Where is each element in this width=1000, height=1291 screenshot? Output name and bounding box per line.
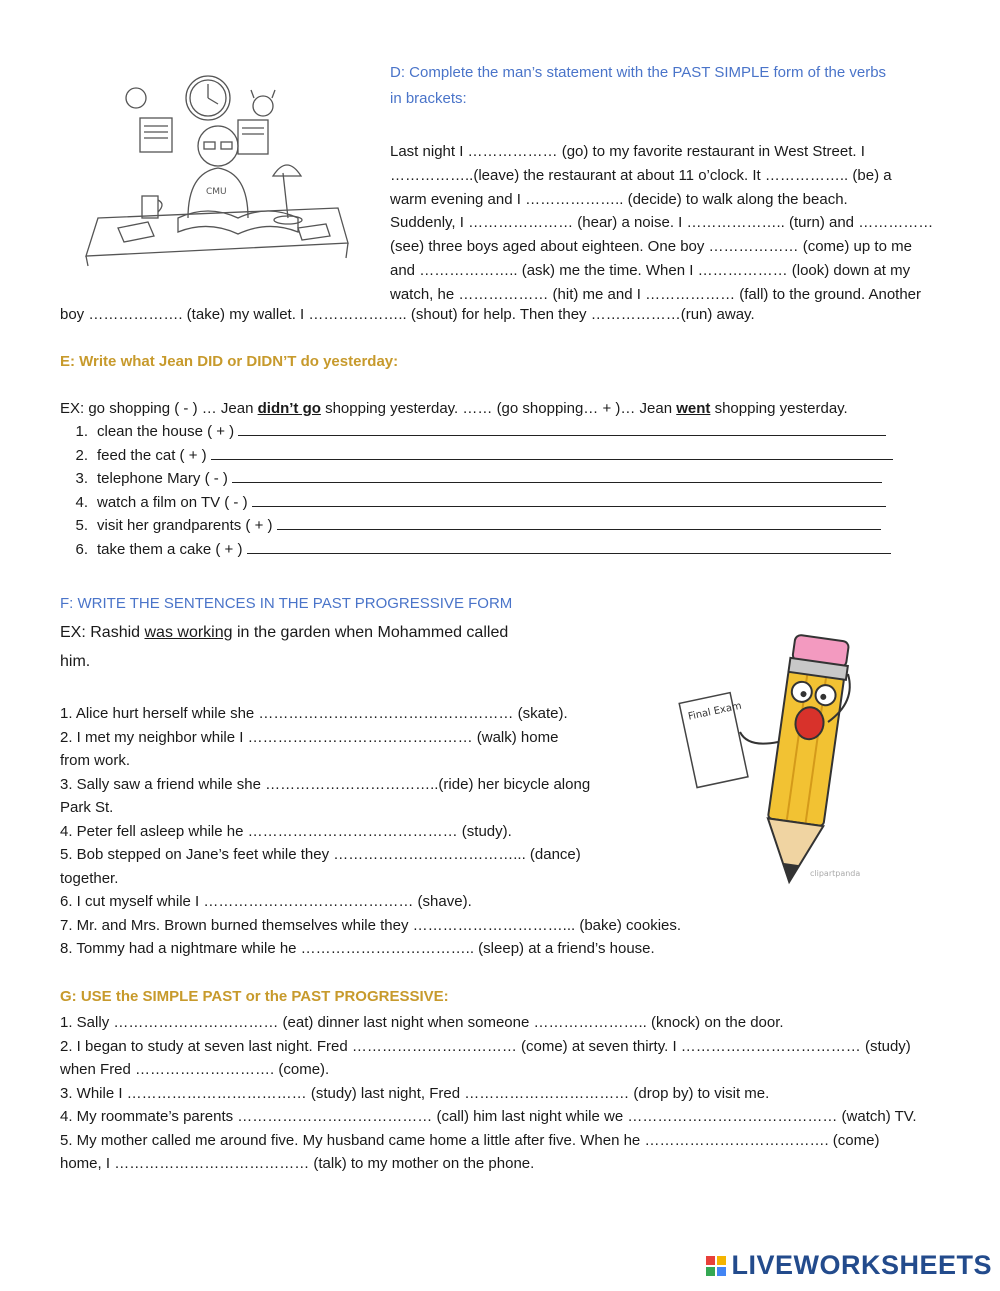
list-item: 7. Mr. and Mrs. Brown burned themselves while they …………………………... (bake) cookies. — [60, 916, 682, 934]
passage-line: (see) three boys aged about eighteen. One boy ……………… (come) up to me — [390, 238, 912, 256]
section-d-title-line1: D: Complete the man’s statement with the PAST SIMPLE form of the verbs — [390, 64, 887, 81]
list-item: 5. visit her grandparents ( + ) — [60, 514, 920, 538]
svg-text:CMU: CMU — [206, 187, 227, 197]
answer-field[interactable] — [277, 515, 881, 530]
list-item: 3. Sally saw a friend while she ……………………………..(ride) her bicycle along — [60, 775, 591, 793]
example-positive-answer: went — [676, 400, 711, 417]
list-item: 1. Alice hurt herself while she …………………………………………… (skate). — [60, 705, 568, 722]
list-item: 2. feed the cat ( + ) — [60, 444, 920, 468]
passage-line-last: boy ………………. (take) my wallet. I ……………….. (shout) for help. Then they ………………(run) away. — [60, 306, 755, 323]
pencil-character-illustration — [678, 632, 938, 892]
section-f-example: EX: Rashid was working in the garden when Mohammed called — [60, 624, 509, 641]
answer-field[interactable] — [252, 492, 886, 507]
answer-field[interactable] — [247, 539, 891, 554]
logo-square — [717, 1256, 726, 1265]
list-item: 4. My roommate’s parents ………………………………… (call) him last night while we …………………………………… (watch) TV. — [60, 1108, 917, 1125]
passage-line: warm evening and I ……………….. (decide) to walk along the beach. — [390, 190, 848, 208]
section-g-title: G: USE the SIMPLE PAST or the PAST PROGRESSIVE: — [60, 988, 449, 1005]
section-e-list — [60, 420, 920, 561]
passage-line: Last night I ……………… (go) to my favorite restaurant in West Street. I — [390, 143, 865, 160]
list-item: 8. Tommy had a nightmare while he …………………………….. (sleep) at a friend’s house. — [60, 940, 655, 957]
answer-field[interactable] — [211, 445, 893, 460]
studying-woman-illustration — [78, 68, 358, 268]
logo-square — [717, 1267, 726, 1276]
section-e-example: EX: go shopping ( - ) … Jean didn’t go shopping yesterday. …… (go shopping… + )… Jean went shopping yesterday. — [60, 400, 848, 417]
list-item: 2. I began to study at seven last night. Fred …………………………… (come) at seven thirty. I ……………………………… (study) — [60, 1037, 911, 1055]
section-d-passage — [390, 140, 933, 307]
answer-field[interactable] — [232, 468, 882, 483]
example-answer: was working — [144, 624, 233, 641]
passage-line: watch, he ……………… (hit) me and I ……………… (fall) to the ground. Another — [390, 285, 922, 303]
list-item: 3. While I ……………………………… (study) last night, Fred …………………………… (drop by) to visit me. — [60, 1084, 770, 1102]
list-item: 3. telephone Mary ( - ) — [60, 467, 920, 491]
logo-square — [706, 1267, 715, 1276]
list-item: 6. take them a cake ( + ) — [60, 538, 920, 562]
passage-line: and ……………….. (ask) me the time. When I ……………… (look) down at my — [390, 261, 911, 279]
list-item: together. — [60, 869, 119, 887]
liveworksheets-logo — [705, 1250, 992, 1281]
exam-paper-label: Final Exam — [687, 700, 743, 723]
section-f-title: F: WRITE THE SENTENCES IN THE PAST PROGRESSIVE FORM — [60, 595, 513, 612]
passage-line: Suddenly, I ………………… (hear) a noise. I ……………….. (turn) and …………… — [390, 214, 934, 232]
list-item: 2. I met my neighbor while I ……………………………………… (walk) home — [60, 728, 559, 746]
section-d-title-line2: in brackets: — [390, 90, 467, 107]
logo-square — [706, 1256, 715, 1265]
list-item: from work. — [60, 752, 131, 769]
logo-icon — [705, 1255, 727, 1277]
list-item: 6. I cut myself while I …………………………………… (shave). — [60, 893, 472, 910]
section-f-list — [60, 702, 681, 961]
answer-field[interactable] — [238, 421, 886, 436]
section-g-list — [60, 1011, 917, 1176]
list-item: 4. Peter fell asleep while he …………………………………… (study). — [60, 822, 512, 840]
passage-line: ……………..(leave) the restaurant at about 11 o’clock. It …………….. (be) a — [390, 166, 892, 184]
list-item: when Fred ………………………. (come). — [60, 1061, 330, 1078]
list-item: 1. Sally …………………………… (eat) dinner last night when someone ………………….. (knock) on the door. — [60, 1014, 784, 1031]
watermark: clipartpanda — [810, 869, 861, 878]
list-item: 5. My mother called me around five. My husband came home a little after five. When he ………………………………. (come) — [60, 1131, 880, 1149]
list-item: Park St. — [60, 799, 114, 816]
list-item: 1. clean the house ( + ) — [60, 420, 920, 444]
list-item: home, I ………………………………… (talk) to my mother on the phone. — [60, 1155, 535, 1172]
logo-text: LIVEWORKSHEETS — [731, 1250, 992, 1280]
section-f-example-cont: him. — [60, 653, 91, 670]
list-item: 4. watch a film on TV ( - ) — [60, 491, 920, 515]
section-e-title: E: Write what Jean DID or DIDN’T do yesterday: — [60, 353, 399, 370]
example-negative-answer: didn’t go — [257, 400, 321, 417]
list-item: 5. Bob stepped on Jane’s feet while they ………………………………... (dance) — [60, 846, 581, 863]
